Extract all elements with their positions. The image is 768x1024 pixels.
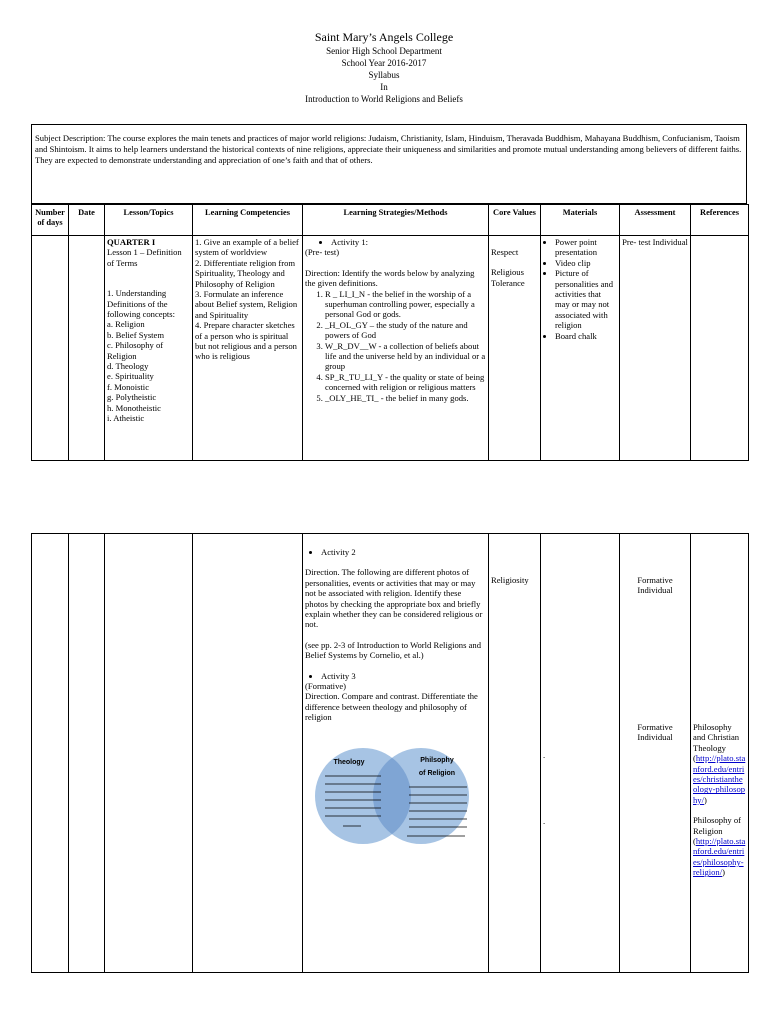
material-mark: . (543, 750, 546, 760)
concept-item: h. Monotheistic (107, 402, 161, 413)
col-learning-competencies: Learning Competencies (193, 205, 303, 236)
college-name: Saint Mary’s Angels College (314, 30, 454, 44)
activity-2-note: (see pp. 2-3 of Introduction to World Religions and Belief Systems by Cornelio, et al.) (305, 639, 482, 661)
lesson-title: Lesson 1 – Definition of Terms (107, 247, 182, 268)
lesson-cell (105, 236, 193, 461)
competency-item: 4. Prepare character sketches of a person who is spiritual but not religious and a person who is religious (195, 320, 297, 362)
strategies-cell (303, 534, 489, 973)
in-label: In (380, 82, 388, 92)
venn-left-label: Theology (333, 758, 365, 766)
reference-link-wrap: (http://plato.stanford.edu/entries/philosophy-religion/) (693, 836, 746, 878)
concept-item: d. Theology (107, 361, 149, 372)
material-item: • Board chalk (555, 331, 617, 341)
references-cell (691, 236, 749, 461)
activity-1-item: 5. _OLY_HE_TI_ - the belief in many gods. (325, 393, 486, 403)
activity-1-label: • Activity 1: (331, 237, 486, 247)
venn-right-label-1: Philsophy (420, 756, 454, 764)
material-item: • Power point presentation (555, 237, 617, 258)
activity-1-item: 3. W_R_DV__W - a collection of beliefs about life and the universe held by an individual or a group (325, 341, 486, 372)
col-core-values: Core Values (489, 205, 541, 236)
activity-3-label: • Activity 3 (321, 671, 486, 681)
date-cell (69, 534, 105, 973)
competencies-cell (193, 534, 303, 973)
concept-item: c. Philosophy of Religion (107, 340, 164, 361)
core-value: Religious Tolerance (491, 267, 525, 288)
col-references: References (691, 205, 749, 236)
activity-1-item: 4. SP_R_TU_LI_Y - the quality or state of being concerned with religion or religious matters (325, 372, 486, 393)
concept-item: f. Monoistic (107, 381, 150, 392)
school-year: School Year 2016-2017 (341, 58, 427, 68)
reference-title: Philosophy and Christian Theology (693, 722, 740, 753)
quarter-label: QUARTER I (107, 237, 156, 247)
strategies-cell (303, 236, 489, 461)
col-lesson-topics: Lesson/Topics (105, 205, 193, 236)
syllabus-table-1 (31, 204, 749, 461)
activity-3-direction: Direction. Compare and contrast. Differentiate the difference between theology and philosophy of religion (305, 691, 478, 723)
days-cell (32, 534, 69, 973)
venn-diagram (311, 743, 475, 849)
concept-item: e. Spirituality (107, 371, 154, 382)
activity-2-label: • Activity 2 (321, 547, 486, 557)
competency-item: 2. Differentiate religion from Spirituality, Theology and Philosophy of Religion (195, 257, 296, 289)
activity-1-item: 1. R _ LI_I_N - the belief in the worship of a superhuman controlling power, especially a personal God or gods. (325, 289, 486, 320)
lesson-intro: 1. Understanding Definitions of the following concepts: (107, 288, 176, 320)
doc-type: Syllabus (368, 70, 400, 80)
table-row (32, 534, 749, 973)
col-number-of-days: Number of days (32, 205, 69, 236)
syllabus-table-2 (31, 533, 749, 973)
concept-item: i. Atheistic (107, 413, 145, 424)
assessment-cell: Pre- test Individual (620, 236, 691, 461)
activity-1-sub: (Pre- test) (305, 247, 340, 258)
concept-item: b. Belief System (107, 329, 165, 340)
material-mark: . (543, 816, 546, 827)
competencies-cell (193, 236, 303, 461)
col-learning-strategies: Learning Strategies/Methods (303, 205, 489, 236)
core-values-cell (489, 534, 541, 973)
col-materials: Materials (541, 205, 620, 236)
reference-title: Philosophy of Religion (693, 815, 741, 836)
references-cell (691, 534, 749, 973)
col-assessment: Assessment (620, 205, 691, 236)
document-header (0, 30, 768, 105)
core-value: Respect (491, 247, 519, 257)
lesson-cell (105, 534, 193, 973)
days-cell (32, 236, 69, 461)
assessment-cell (620, 534, 691, 973)
assessment-item: Formative Individual (637, 721, 673, 743)
activity-1-item: 2. _H_OL_GY – the study of the nature and powers of God (325, 320, 486, 341)
reference-link[interactable]: http://plato.stanford.edu/entries/philosophy-religion/ (693, 836, 746, 878)
materials-cell (541, 236, 620, 461)
date-cell (69, 236, 105, 461)
core-values-cell (489, 236, 541, 461)
material-item: • Picture of personalities and activities that may or may not associated with religion (555, 268, 617, 330)
assessment-item: Formative Individual (637, 575, 673, 596)
subject-description: Subject Description: The course explores the main tenets and practices of major world religions: Judaism, Christianity, Islam, Hinduism, Theravada Buddhism, Mahayana Buddhism, Confucianism, Taoism and Shintoism. It aims to help learners understand the historical contexts of nine religions, appreciate their uniqueness and similarities and promote mutual understanding among believers of different faiths. They are expected to demonstrate understanding and appreciation of one’s faith and that of others. (31, 124, 747, 204)
material-item: • Video clip (555, 258, 617, 268)
table-row (32, 236, 749, 461)
venn-right-label-2: of Religion (418, 769, 456, 777)
table-header-row (32, 205, 749, 236)
concept-item: a. Religion (107, 319, 145, 330)
reference-link-wrap: (http://plato.stanford.edu/entries/christiantheology-philosophy/) (693, 753, 746, 805)
reference-link[interactable]: http://plato.stanford.edu/entries/christiantheology-philosophy/ (693, 753, 746, 805)
concept-item: g. Polytheistic (107, 392, 157, 403)
col-date: Date (69, 205, 105, 236)
competency-item: 1. Give an example of a belief system of worldview (195, 237, 299, 258)
competency-item: 3. Formulate an inference about Belief system, Religion and Spirituality (195, 289, 298, 320)
department: Senior High School Department (326, 46, 442, 56)
activity-1-direction: Direction: Identify the words below by analyzing the given definitions. (305, 267, 475, 289)
course-title: Introduction to World Religions and Beliefs (305, 94, 463, 104)
activity-3-sub: (Formative) (305, 681, 347, 692)
activity-2-direction: Direction. The following are different photos of personalities, events or activities that may or may not be associated with religion. Identify these photos by checking the appropriate box and briefly explain whether they can be considered religious or not. (305, 567, 483, 630)
materials-cell (541, 534, 620, 973)
core-value: Religiosity (491, 575, 529, 585)
